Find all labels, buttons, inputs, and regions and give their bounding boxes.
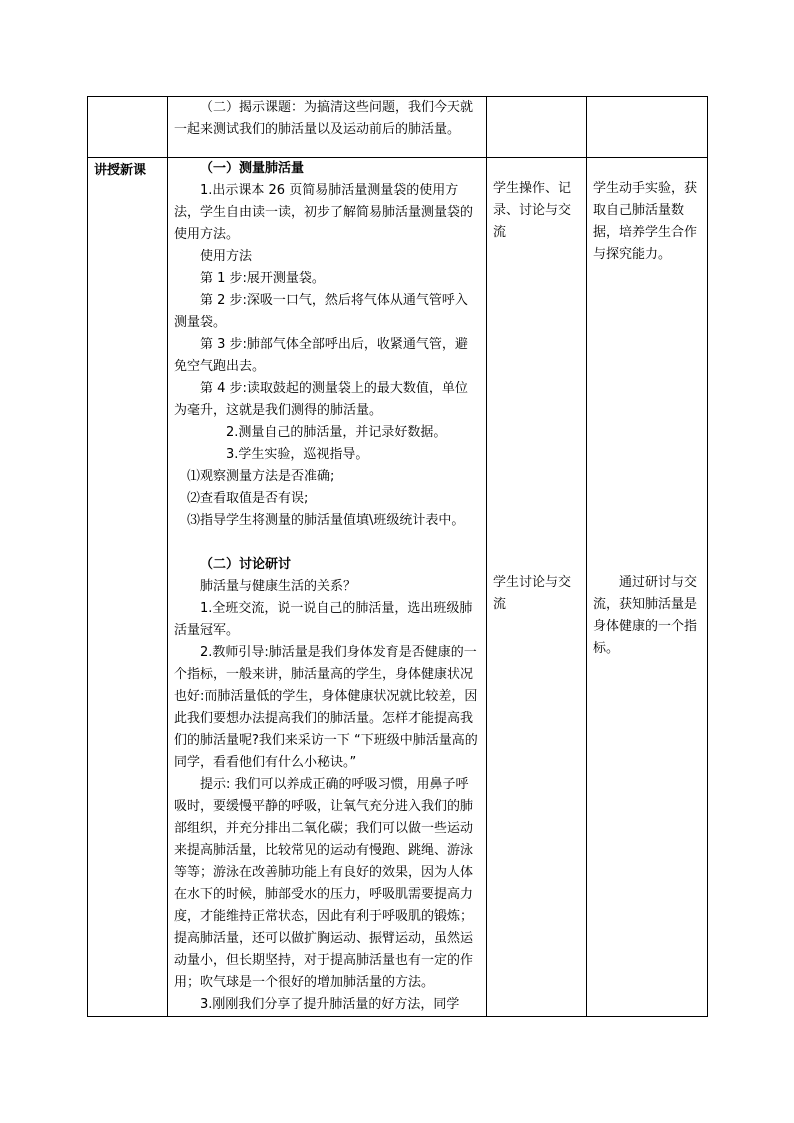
part1-sub3: ⑶指导学生将测量的肺活量值填\班级统计表中。 bbox=[187, 513, 465, 528]
table-row bbox=[88, 158, 708, 1017]
spacer bbox=[593, 158, 701, 178]
student-activity-cell-empty bbox=[487, 97, 587, 158]
section-cell-empty bbox=[88, 97, 168, 158]
part1-sub2: ⑵查看取值是否有误; bbox=[187, 491, 309, 506]
part2-heading: （二）讨论研讨 bbox=[200, 557, 292, 572]
spacer bbox=[493, 158, 580, 178]
part1-student-activity: 学生操作、记录、讨论与交流 bbox=[493, 181, 572, 240]
lesson-plan-table bbox=[87, 96, 708, 1017]
part2-design-intent: 通过研讨与交流，获知肺活量是身体健康的一个指标。 bbox=[593, 575, 698, 656]
part2-p2: 2.教师引导:肺活量是我们身体发育是否健康的一个指标，一般来讲，肺活量高的学生，身体健康状况也好:而肺活量低的学生，身体健康状况就比较差，因此我们要想办法提高我们的肺活量。怎样才能提高我们的肺活量呢?我们来采访一下 “下班级中肺活量高的同学，看看他们有什么小秘诀。” bbox=[174, 645, 478, 770]
table-row bbox=[88, 97, 708, 158]
student-activity-cell bbox=[487, 158, 587, 1017]
design-intent-cell-empty bbox=[587, 97, 708, 158]
intro-cell bbox=[168, 97, 487, 158]
spacer bbox=[593, 266, 701, 572]
part2-p4: 3.刚刚我们分享了提升肺活量的好方法，同学 bbox=[200, 997, 460, 1012]
part1-design-intent: 学生动手实验，获取自己肺活量数据，培养学生合作与探究能力。 bbox=[593, 181, 698, 262]
part2-p3: 提示: 我们可以养成正确的呼吸习惯，用鼻子呼吸时，要缓慢平静的呼吸，让氧气充分进入我们的肺部组织，并充分排出二氧化碳；我们可以做一些运动来提高肺活量，比较常见的运动有慢跑、跳绳、游泳等等；游泳在改善肺功能上有良好的效果，因为人体在水下的时候，肺部受水的压力，呼吸肌需要提高力度，才能维持正常状态，因此有利于呼吸肌的锻炼；提高肺活量，还可以做扩胸运动、振臂运动，虽然运动量小，但长期坚持，对于提高肺活量也有一定的作用；吹气球是一个很好的增加肺活量的方法。 bbox=[174, 777, 474, 990]
part1-p1: 1.出示课本 26 页简易肺活量测量袋的使用方法，学生自由读一读，初步了解简易肺活量测量袋的使用方法。 bbox=[174, 183, 474, 242]
part2-question: 肺活量与健康生活的关系？ bbox=[200, 579, 357, 594]
design-intent-cell bbox=[587, 158, 708, 1017]
part1-sub1: ⑴观察测量方法是否准确; bbox=[187, 469, 335, 484]
part2-student-activity: 学生讨论与交流 bbox=[493, 575, 572, 612]
spacer bbox=[174, 532, 480, 554]
teaching-content-cell bbox=[168, 158, 487, 1017]
part2-p1: 1.全班交流，说一说自己的肺活量，选出班级肺活量冠军。 bbox=[174, 601, 473, 638]
spacer bbox=[493, 244, 580, 572]
part1-step1: 第 1 步:展开测量袋。 bbox=[200, 271, 325, 286]
section-label: 讲授新课 bbox=[88, 158, 168, 1017]
intro-text: （二）揭示课题：为搞清这些问题，我们今天就一起来测试我们的肺活量以及运动前后的肺活量。 bbox=[174, 100, 474, 137]
part1-p3: 2.测量自己的肺活量，并记录好数据。 bbox=[226, 425, 447, 440]
part1-step2: 第 2 步:深吸一口气，然后将气体从通气管呼入测量袋。 bbox=[174, 293, 468, 330]
part1-p4: 3.学生实验，巡视指导。 bbox=[226, 447, 369, 462]
part1-p2: 使用方法 bbox=[200, 249, 253, 264]
part1-step3: 第 3 步:肺部气体全部呼出后，收紧通气管，避免空气跑出去。 bbox=[174, 337, 468, 374]
part1-heading: （一）测量肺活量 bbox=[200, 161, 305, 176]
part1-step4: 第 4 步:读取鼓起的测量袋上的最大数值，单位为毫升，这就是我们测得的肺活量。 bbox=[174, 381, 468, 418]
